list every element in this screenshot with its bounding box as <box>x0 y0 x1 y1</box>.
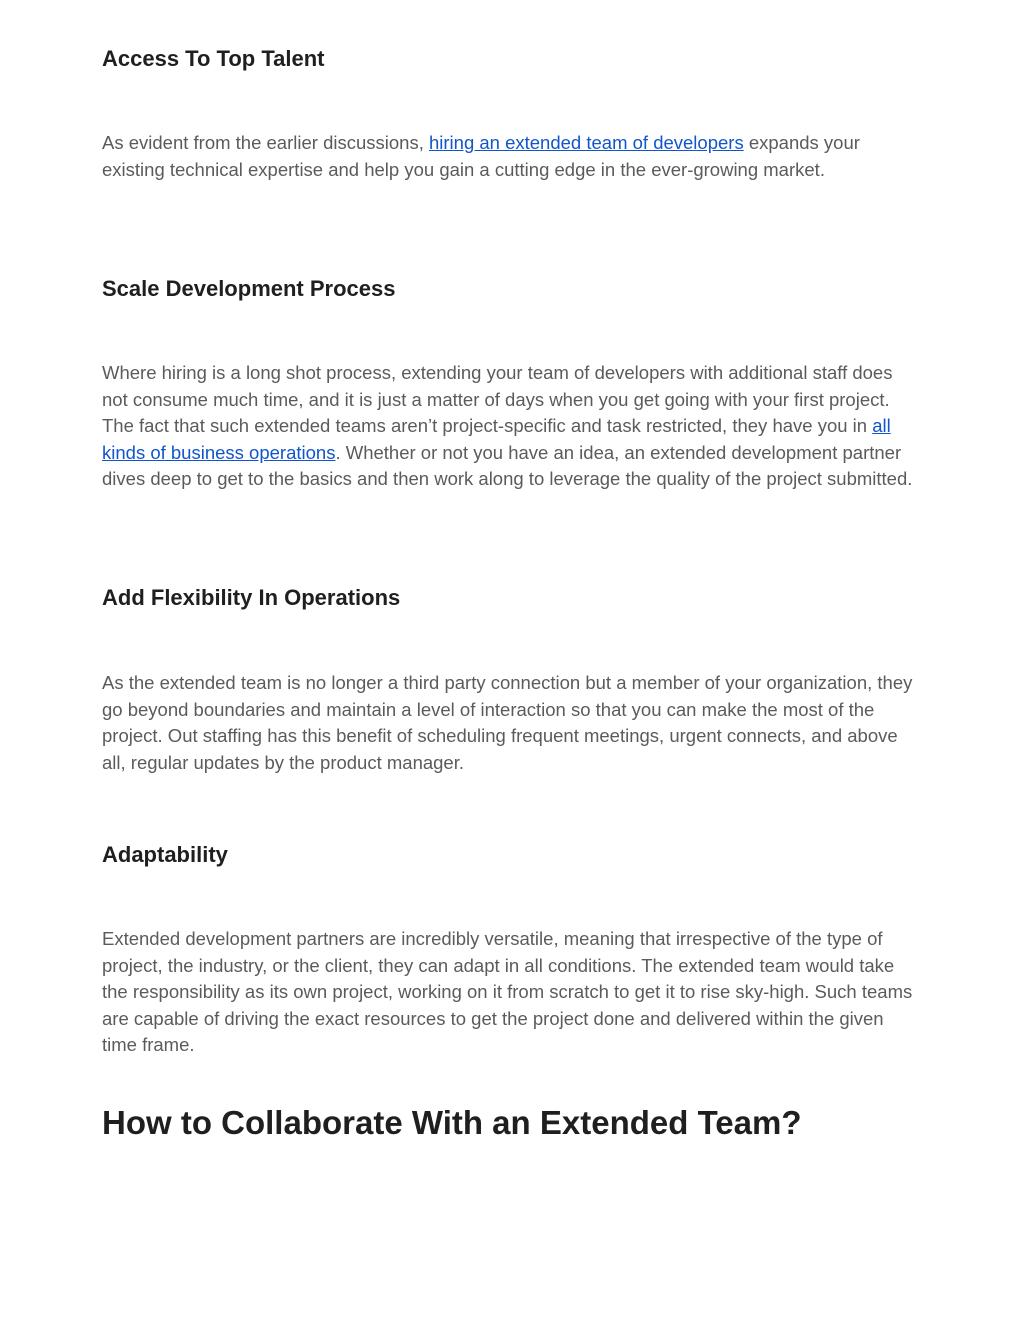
business-operations-link[interactable]: all kinds of business operations <box>102 415 891 463</box>
section-paragraph-scale-development <box>102 360 922 493</box>
section-heading-scale-development: Scale Development Process <box>102 276 396 301</box>
hiring-extended-team-link[interactable]: hiring an extended team of developers <box>428 132 744 153</box>
section-paragraph-add-flexibility: As the extended team is no longer a third party connection but a member of your organization, they go beyond boundaries and maintain a level of interaction so that you can make the most of the project. Out staffing has this benefit of scheduling frequent meetings, urgent connects, and above all, regular updates by the product manager. <box>102 672 913 773</box>
main-heading-collaborate: How to Collaborate With an Extended Team? <box>102 1104 802 1141</box>
paragraph-text: . Whether or not you have an idea, an extended development partner dives deep to get to the basics and then work along to leverage the quality of the project submitted. <box>102 441 913 489</box>
section-heading-access-top-talent: Access To Top Talent <box>102 46 325 71</box>
section-paragraph-access-top-talent <box>102 130 922 183</box>
paragraph-text: As evident from the earlier discussions, <box>102 132 429 153</box>
paragraph-text: expands your existing technical expertise and help you gain a cutting edge in the ever-growing market. <box>102 132 860 180</box>
section-heading-add-flexibility: Add Flexibility In Operations <box>102 585 401 610</box>
section-paragraph-adaptability: Extended development partners are incredibly versatile, meaning that irrespective of the type of project, the industry, or the client, they can adapt in all conditions. The extended team would take the responsibility as its own project, working on it from scratch to get it to rise sky-high. Such teams are capable of driving the exact resources to get the project done and delivered within the given time frame. <box>102 928 913 1055</box>
paragraph-text: Where hiring is a long shot process, extending your team of developers with additional staff does not consume much time, and it is just a matter of days when you get going with your first project. The fact that such extended teams aren’t project-specific and task restricted, they have you in <box>102 362 893 436</box>
section-heading-adaptability: Adaptability <box>102 842 228 867</box>
